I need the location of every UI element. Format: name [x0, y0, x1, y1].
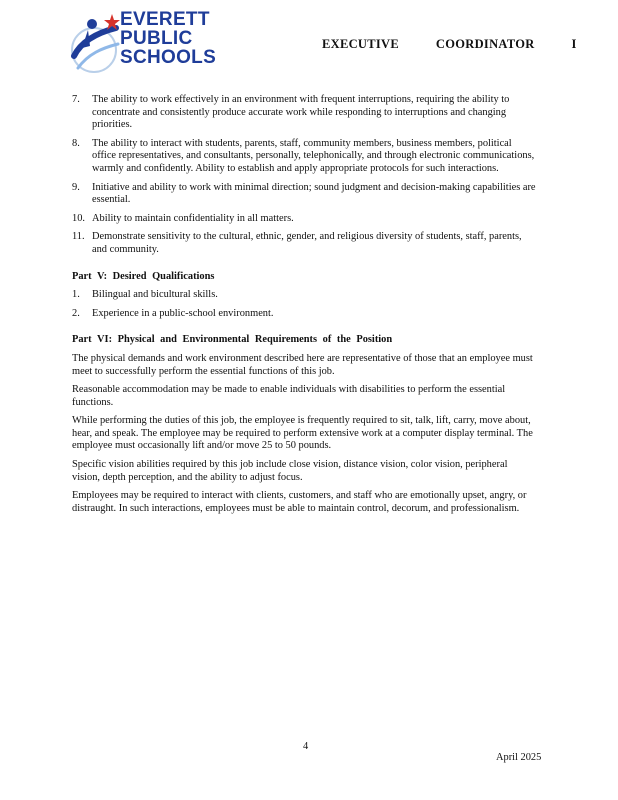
- paragraph: While performing the duties of this job, the employee is frequently required to sit, talk, lift, carry, move about, hear, and speak. The employee may be required to perform extensive work at a computer display terminal. The employee must occasionally lift and/or move 25 to 50 pounds.: [72, 415, 533, 452]
- paragraph: The physical demands and work environment described here are representative of those that an employee must meet to successfully perform the essential functions of this job.: [72, 352, 533, 377]
- page-number: 4: [303, 741, 309, 752]
- title-word-3: I: [571, 37, 577, 51]
- paragraph: Reasonable accommodation may be made to enable individuals with disabilities to perform the essential functions.: [72, 384, 506, 408]
- list-item: 2. Experience in a public-school environment.: [72, 307, 274, 319]
- part-6-heading: Part VI: Physical and Environmental Requirements of the Position: [72, 334, 393, 346]
- paragraph: Employees may be required to interact with clients, customers, and staff who are emotionally upset, angry, or distraught. In such interactions, employees must be able to maintain control, decorum, and professionalism.: [72, 490, 527, 514]
- logo-line-3: SCHOOLS: [120, 47, 217, 68]
- document-title: [322, 37, 577, 52]
- list-item: 1. Bilingual and bicultural skills.: [72, 289, 218, 301]
- logo-swoosh-icon: [68, 10, 128, 80]
- list-item: 10. Ability to maintain confidentiality in all matters.: [72, 212, 294, 224]
- title-word-2: COORDINATOR: [435, 37, 535, 51]
- footer-date: April 2025: [496, 752, 542, 763]
- logo-line-2: PUBLIC: [120, 28, 193, 49]
- desired-qualifications-list: [72, 289, 538, 320]
- list-item: 9. Initiative and ability to work with minimal direction; sound judgment and decision-making capabilities are essential.: [72, 181, 536, 206]
- list-item: 11. Demonstrate sensitivity to the cultural, ethnic, gender, and religious diversity of students, staff, parents, and community.: [72, 231, 522, 255]
- list-item: 7. The ability to work effectively in an environment with frequent interruptions, requiring the ability to concentrate and consistently produce accurate work while responding to interruptions and changing priorities.: [72, 94, 510, 131]
- part-5-heading: Part V: Desired Qualifications: [72, 270, 215, 282]
- everett-public-schools-logo: [68, 10, 240, 80]
- skills-list: [72, 94, 538, 257]
- list-item: 8. The ability to interact with students, parents, staff, community members, business members, political office representatives, and consultants, personally, telephonically, and through electronic communications, warmly and confidently. Ability to establish and apply appropriate protocols for such interactions.: [72, 137, 535, 174]
- document-body: [72, 94, 538, 521]
- logo-line-1: EVERETT: [120, 9, 210, 30]
- paragraph: Specific vision abilities required by this job include close vision, distance vision, color vision, peripheral vision, depth perception, and the ability to adjust focus.: [72, 459, 508, 483]
- title-word-1: EXECUTIVE: [322, 37, 400, 51]
- logo-wordmark: [120, 10, 216, 67]
